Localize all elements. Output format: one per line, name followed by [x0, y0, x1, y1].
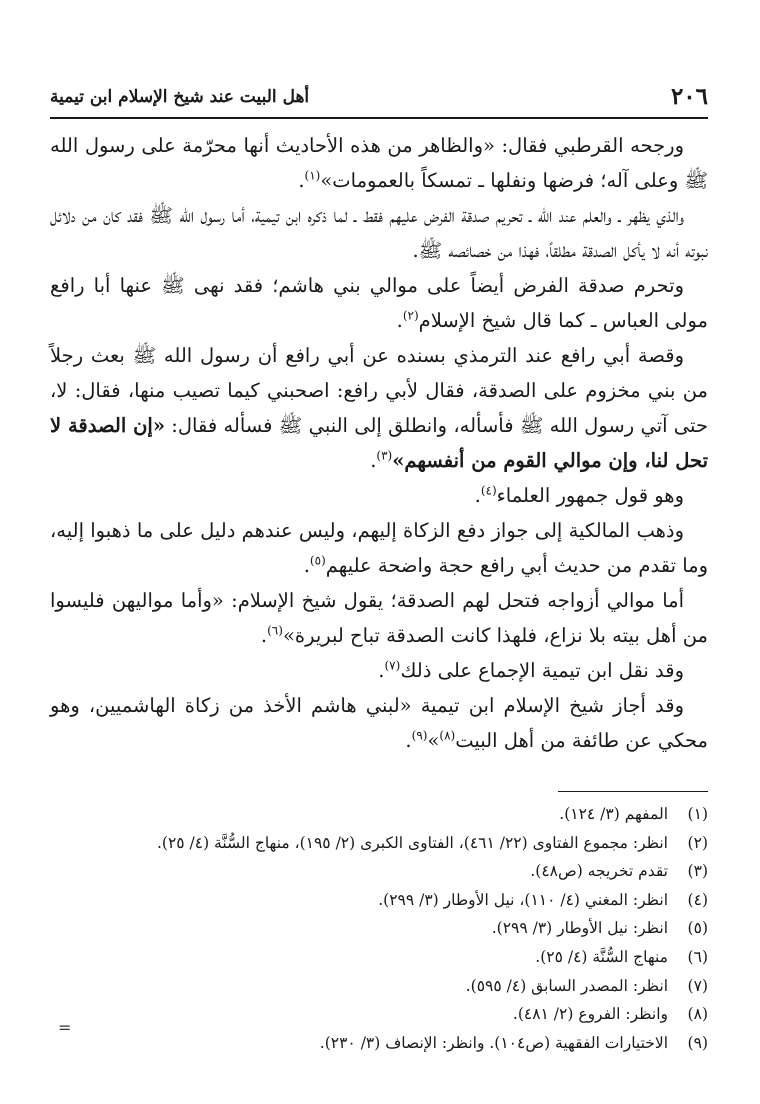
paragraph — [50, 268, 708, 338]
footnote-ref: (٤) — [480, 483, 497, 498]
running-title: أهل البيت عند شيخ الإسلام ابن تيمية — [50, 87, 310, 107]
body-text — [50, 128, 708, 758]
footnote-number: (٨) — [687, 1005, 708, 1024]
paragraph-text: وذهب المالكية إلى جواز دفع الزكاة إليهم، وليس عندهم دليل على ما ذهبوا إليه، وما تقدم من حديث أبي رافع حجة واضحة عليهم — [50, 519, 708, 577]
footnote-text: وانظر: الفروع (٢/ ٤٨١). — [512, 1005, 668, 1024]
footnote-ref: (٣) — [376, 448, 393, 463]
paragraph-text: وقد أجاز شيخ الإسلام ابن تيمية «لبني هاشم الأخذ من زكاة الهاشميين، وهو محكي عن طائفة من أهل البيت — [50, 694, 708, 752]
edge-mark: = — [58, 1018, 72, 1037]
paragraph-text: وقد نقل ابن تيمية الإجماع على ذلك — [400, 659, 684, 682]
footnote-ref: (٢) — [402, 308, 419, 323]
footnote — [50, 972, 708, 1001]
footnote-number: (٤) — [687, 890, 708, 909]
footnote-number: (٥) — [687, 919, 708, 938]
page-header — [50, 80, 708, 114]
paragraph — [50, 198, 708, 268]
paragraph — [50, 338, 708, 478]
footnote — [50, 800, 708, 829]
paragraph — [50, 478, 708, 513]
footnote-ref: (٥) — [309, 553, 326, 568]
footnote — [50, 857, 708, 886]
header-rule — [50, 117, 708, 119]
paragraph — [50, 513, 708, 583]
footnote — [50, 886, 708, 915]
hadith-quote: «إن الصدقة لا تحل لنا، وإن موالي القوم من أنفسهم» — [50, 414, 708, 472]
paragraph-text: والذي يظهر ـ والعلم عند الله ـ تحريم صدقة الفرض عليهم فقط ـ لما ذكره ابن تيمية، أما رسول الله ﷺ فقد كان من دلائل نبوته أنه لا يأكل الصدقة مطلقاً، فهذا من خصائصه ﷺ. — [50, 204, 708, 262]
paragraph-text: وقصة أبي رافع عند الترمذي بسنده عن أبي رافع أن رسول الله ﷺ بعث رجلاً من بني مخزوم على الصدقة، فقال لأبي رافع: اصحبني كيما تصيب منها، فقال: لا، حتى آتي رسول الله ﷺ فأسأله، وانطلق إلى النبي ﷺ فسأله فقال: — [50, 344, 708, 437]
footnote-text: انظر: نيل الأوطار (٣/ ٢٩٩). — [491, 919, 668, 938]
paragraph-text: أما موالي أزواجه فتحل لهم الصدقة؛ يقول شيخ الإسلام: «وأما مواليهن فليسوا من أهل بيته بلا نزاع، فلهذا كانت الصدقة تباح لبريرة» — [50, 589, 708, 647]
footnote — [50, 1000, 708, 1029]
paragraph-text: وهو قول جمهور العلماء — [496, 484, 684, 507]
page-number: ٢٠٦ — [670, 83, 708, 110]
footnote — [50, 943, 708, 972]
footnote-text: تقدم تخريجه (ص٤٨). — [530, 862, 668, 881]
footnote-number: (٢) — [687, 833, 708, 852]
paragraph-text: . — [260, 624, 268, 647]
footnote-rule — [558, 791, 708, 792]
paragraph-text: . — [474, 484, 481, 507]
footnote — [50, 1029, 708, 1058]
footnote — [50, 914, 708, 943]
paragraph-text: » — [427, 729, 440, 752]
paragraph — [50, 128, 708, 198]
footnote — [50, 829, 708, 858]
paragraph — [50, 653, 708, 688]
paragraph-text: . — [298, 169, 305, 192]
footnote-ref: (١) — [304, 168, 321, 183]
footnote-ref: (٧) — [384, 658, 401, 673]
paragraph-text: . — [303, 554, 310, 577]
paragraph-text: وتحرم صدقة الفرض أيضاً على موالي بني هاشم؛ فقد نهى ﷺ عنها أبا رافع مولى العباس ـ كما قال شيخ الإسلام — [50, 274, 708, 332]
footnote-text: المفهم (٣/ ١٢٤). — [559, 805, 668, 823]
paragraph-text: . — [405, 729, 412, 752]
footnote-ref: (٨) — [439, 728, 456, 743]
paragraph — [50, 688, 708, 758]
paragraph-text: . — [378, 659, 385, 682]
footnotes — [50, 800, 708, 1057]
footnote-text: انظر: مجموع الفتاوى (٢٢/ ٤٦١)، الفتاوى الكبرى (٢/ ١٩٥)، منهاج السُّنَّة (٤/ ٢٥). — [156, 833, 668, 852]
footnote-number: (٧) — [687, 976, 708, 995]
paragraph-text: . — [370, 449, 377, 472]
footnote-text: منهاج السُّنَّة (٤/ ٢٥). — [535, 947, 668, 966]
footnote-number: (٣) — [687, 862, 708, 881]
paragraph — [50, 583, 708, 653]
footnote-number: (١) — [687, 805, 708, 823]
footnote-ref: (٦) — [267, 623, 283, 638]
paragraph-text: ورجحه القرطبي فقال: «والظاهر من هذه الأحاديث أنها محرّمة على رسول الله ﷺ وعلى آله؛ فرضها ونفلها ـ تمسكاً بالعمومات» — [50, 134, 708, 192]
paragraph-text: . — [396, 309, 403, 332]
footnote-text: الاختيارات الفقهية (ص١٠٤). وانظر: الإنصاف (٣/ ٢٣٠). — [319, 1033, 668, 1052]
footnote-text: انظر: المغني (٤/ ١١٠)، نيل الأوطار (٣/ ٢٩٩). — [378, 890, 668, 909]
footnote-text: انظر: المصدر السابق (٤/ ٥٩٥). — [465, 976, 668, 995]
footnote-ref: (٩) — [411, 728, 428, 743]
footnote-number: (٩) — [687, 1033, 708, 1052]
footnote-number: (٦) — [687, 947, 708, 966]
